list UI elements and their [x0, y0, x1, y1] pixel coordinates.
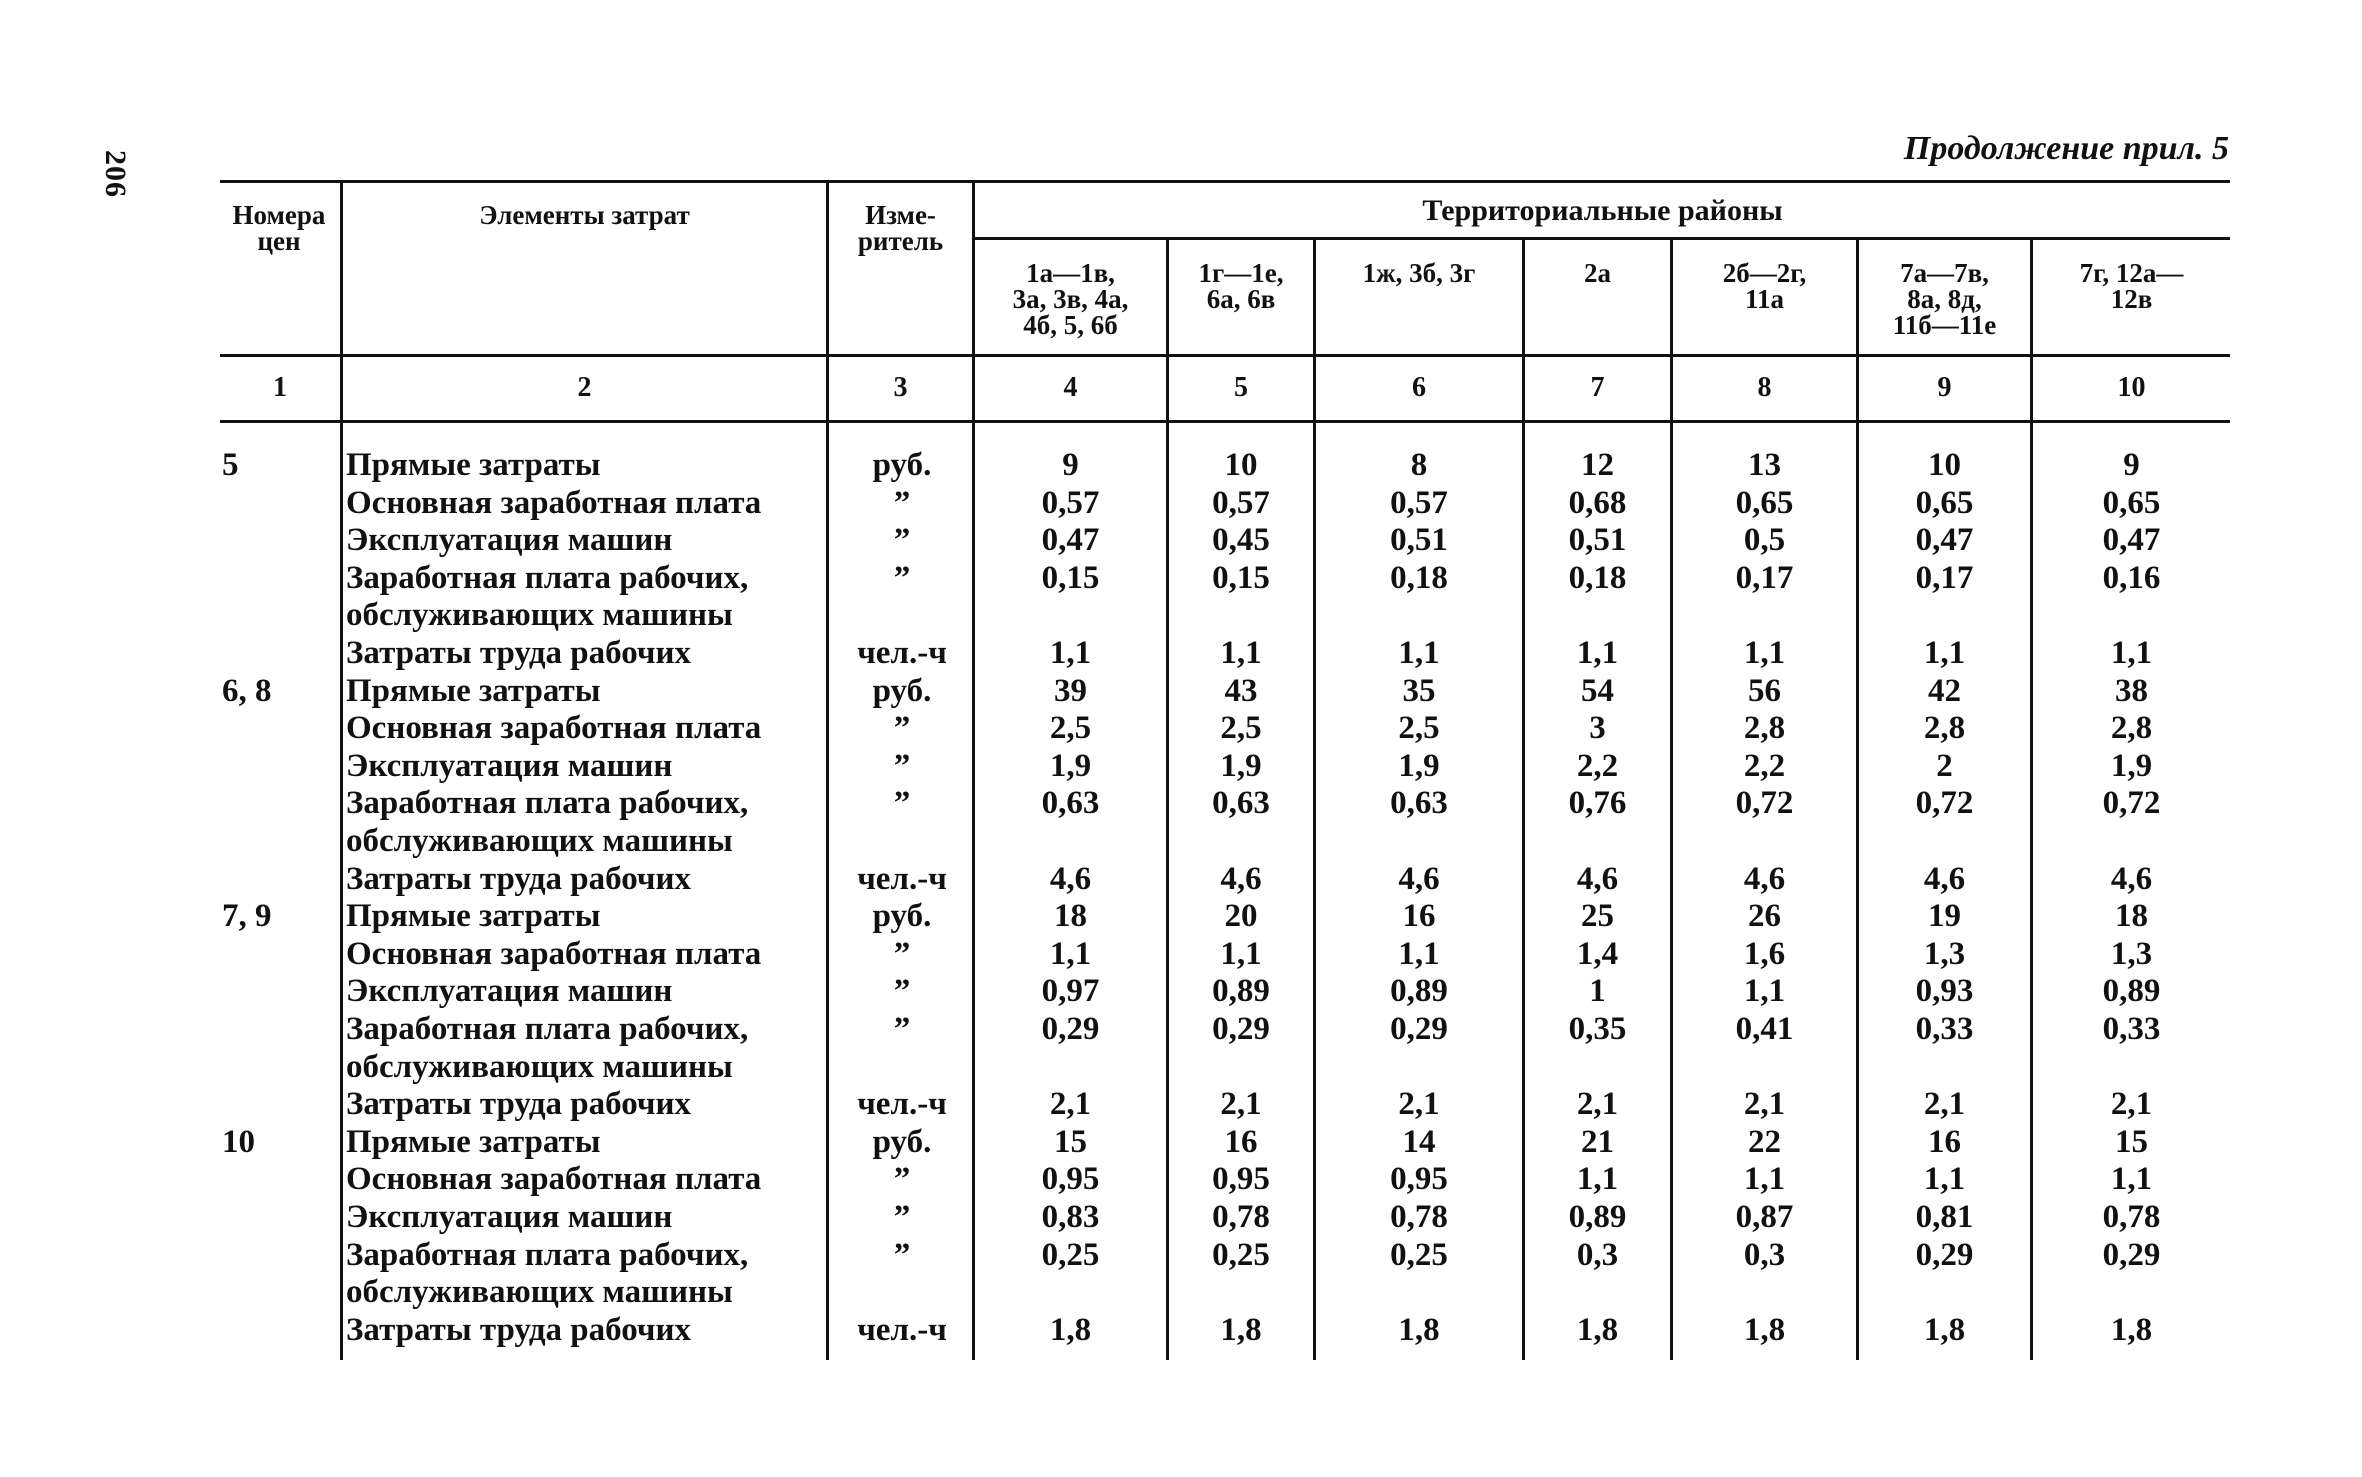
header-territorial-regions: Территориальные районы — [1422, 194, 1783, 227]
cost-element-cell: Затраты труда рабочих — [346, 635, 691, 671]
value-cell-region-3: 0,63 — [1390, 785, 1448, 822]
table-row — [220, 484, 2230, 522]
unit-cell: ” — [893, 785, 911, 822]
value-cell-region-3: 1,1 — [1398, 935, 1440, 972]
table-row — [220, 972, 2230, 1010]
table-row — [220, 559, 2230, 597]
col-number-3: 3 — [893, 372, 908, 403]
value-cell-region-2: 2,5 — [1220, 710, 1262, 747]
cost-element-cell: Основная заработная плата — [346, 484, 762, 521]
value-cell-region-5: 0,65 — [1735, 484, 1794, 521]
value-cell-region-5: 0,87 — [1735, 1199, 1794, 1235]
value-cell-region-3: 2,1 — [1398, 1086, 1440, 1123]
header-region-3: 1ж, 3б, 3г — [1362, 258, 1476, 288]
value-cell-region-2: 16 — [1224, 1123, 1258, 1160]
unit-cell: ” — [893, 1199, 911, 1235]
header-rule — [220, 354, 2230, 357]
table-row — [220, 1236, 2230, 1274]
value-cell-region-1: 39 — [1054, 672, 1087, 709]
cost-element-cell: Заработная плата рабочих, — [346, 785, 749, 822]
value-cell-region-2: 1,1 — [1220, 935, 1262, 972]
value-cell-region-4: 21 — [1581, 1123, 1614, 1160]
table-row — [220, 1273, 2230, 1311]
page-number: 206 — [99, 150, 132, 198]
table-row — [220, 897, 2230, 935]
unit-cell: руб. — [872, 447, 932, 483]
unit-cell: ” — [893, 1161, 911, 1198]
value-cell-region-5: 1,1 — [1743, 973, 1786, 1010]
unit-cell: чел.-ч — [857, 1311, 947, 1348]
col-number-7: 7 — [1590, 372, 1605, 403]
value-cell-region-5: 0,3 — [1743, 1236, 1786, 1273]
value-cell-region-6: 10 — [1928, 447, 1961, 483]
header-cost-elements: Элементы затрат — [479, 200, 690, 230]
value-cell-region-4: 1 — [1589, 973, 1606, 1010]
value-cell-region-1: 4,6 — [1049, 860, 1092, 897]
value-cell-region-3: 0,51 — [1390, 522, 1448, 559]
value-cell-region-5: 1,6 — [1743, 935, 1786, 972]
value-cell-region-4: 2,1 — [1576, 1086, 1619, 1123]
col-number-5: 5 — [1234, 372, 1248, 403]
cost-element-cell: Затраты труда рабочих — [346, 860, 691, 897]
header-region-2: 1г—1е, 6а, 6в — [1198, 258, 1284, 314]
unit-cell: ” — [893, 1011, 911, 1047]
table-top-rule — [220, 180, 2230, 183]
continuation-caption: Продолжение прил. 5 — [1903, 130, 2229, 167]
unit-cell: ” — [893, 973, 911, 1010]
value-cell-region-2: 0,25 — [1212, 1236, 1270, 1273]
table-row — [220, 935, 2230, 973]
value-cell-region-4: 0,76 — [1568, 785, 1627, 822]
value-cell-region-2: 20 — [1224, 898, 1258, 935]
value-cell-region-4: 1,8 — [1576, 1311, 1619, 1348]
table-row — [220, 822, 2230, 860]
value-cell-region-2: 4,6 — [1220, 860, 1262, 897]
cost-element-cell: Основная заработная плата — [346, 935, 762, 972]
value-cell-region-3: 2,5 — [1398, 710, 1440, 747]
value-cell-region-1: 0,83 — [1041, 1199, 1100, 1235]
table-row — [220, 1010, 2230, 1048]
cost-element-cell: Заработная плата рабочих, — [346, 1236, 749, 1273]
value-cell-region-6: 0,33 — [1915, 1011, 1974, 1047]
col-number-2: 2 — [577, 372, 592, 403]
value-cell-region-2: 10 — [1224, 447, 1258, 483]
value-cell-region-1: 0,57 — [1041, 484, 1100, 521]
unit-cell: ” — [893, 559, 911, 596]
value-cell-region-7: 0,47 — [2102, 522, 2161, 559]
value-cell-region-4: 1,1 — [1576, 1161, 1619, 1198]
value-cell-region-6: 0,72 — [1915, 785, 1974, 822]
unit-cell: руб. — [872, 1123, 932, 1160]
value-cell-region-3: 16 — [1402, 898, 1436, 935]
value-cell-region-6: 0,47 — [1915, 522, 1974, 559]
value-cell-region-6: 2,1 — [1923, 1086, 1966, 1123]
unit-cell: чел.-ч — [857, 860, 947, 897]
table-row — [220, 634, 2230, 672]
value-cell-region-4: 2,2 — [1576, 747, 1619, 784]
value-cell-region-2: 43 — [1224, 672, 1258, 709]
value-cell-region-1: 2,5 — [1049, 710, 1092, 747]
value-cell-region-6: 2,8 — [1923, 710, 1966, 747]
value-cell-region-7: 1,3 — [2110, 935, 2153, 972]
unit-cell: ” — [893, 710, 911, 747]
value-cell-region-4: 0,51 — [1568, 522, 1627, 559]
value-cell-region-7: 1,8 — [2110, 1311, 2153, 1348]
value-cell-region-5: 2,2 — [1743, 747, 1786, 784]
value-cell-region-4: 54 — [1581, 672, 1614, 709]
cost-element-cell: Основная заработная плата — [346, 1161, 762, 1198]
group-rule — [972, 237, 2230, 240]
value-cell-region-1: 15 — [1054, 1123, 1087, 1160]
cost-element-cell: Прямые затраты — [346, 447, 601, 483]
col-number-10: 10 — [2117, 372, 2146, 403]
col-number-6: 6 — [1412, 372, 1426, 403]
value-cell-region-1: 0,95 — [1041, 1161, 1100, 1198]
cost-element-cell: Заработная плата рабочих, — [346, 1011, 749, 1047]
value-cell-region-6: 1,1 — [1923, 635, 1966, 671]
value-cell-region-6: 42 — [1928, 672, 1961, 709]
value-cell-region-7: 1,1 — [2110, 1161, 2153, 1198]
value-cell-region-7: 0,89 — [2102, 973, 2161, 1010]
header-price-numbers: Номера цен — [232, 200, 326, 256]
value-cell-region-1: 1,9 — [1049, 747, 1092, 784]
value-cell-region-3: 1,8 — [1398, 1311, 1440, 1348]
unit-cell: ” — [893, 522, 911, 559]
table-row — [220, 1048, 2230, 1086]
cost-element-cell: Заработная плата рабочих, — [346, 559, 749, 596]
value-cell-region-1: 1,1 — [1049, 935, 1092, 972]
value-cell-region-1: 0,29 — [1041, 1011, 1100, 1047]
value-cell-region-7: 0,65 — [2102, 484, 2161, 521]
value-cell-region-5: 2,1 — [1743, 1086, 1786, 1123]
value-cell-region-6: 0,29 — [1915, 1236, 1974, 1273]
cost-element-cell: обслуживающих машины — [346, 823, 733, 859]
value-cell-region-3: 0,25 — [1390, 1236, 1448, 1273]
cost-element-cell: обслуживающих машины — [346, 1274, 733, 1311]
value-cell-region-2: 0,15 — [1212, 559, 1270, 596]
value-cell-region-4: 1,1 — [1576, 635, 1619, 671]
value-cell-region-3: 1,1 — [1398, 635, 1440, 671]
value-cell-region-4: 3 — [1589, 710, 1606, 747]
value-cell-region-3: 0,95 — [1390, 1161, 1448, 1198]
table-row — [220, 1123, 2230, 1161]
value-cell-region-6: 16 — [1928, 1123, 1961, 1160]
table-row — [220, 672, 2230, 710]
unit-cell: чел.-ч — [857, 1086, 947, 1123]
value-cell-region-6: 2 — [1936, 747, 1953, 784]
value-cell-region-1: 18 — [1054, 898, 1087, 935]
unit-cell: ” — [893, 484, 911, 521]
value-cell-region-7: 38 — [2115, 672, 2148, 709]
cost-element-cell: Эксплуатация машин — [346, 973, 673, 1010]
price-number-cell: 10 — [222, 1123, 255, 1160]
value-cell-region-7: 4,6 — [2110, 860, 2153, 897]
header-region-7: 7г, 12а— 12в — [2079, 258, 2184, 314]
value-cell-region-1: 0,63 — [1041, 785, 1100, 822]
price-number-cell: 6, 8 — [222, 672, 272, 709]
table-row — [220, 446, 2230, 484]
value-cell-region-5: 4,6 — [1743, 860, 1786, 897]
numbers-rule — [220, 420, 2230, 423]
price-number-cell: 5 — [222, 447, 239, 483]
cost-element-cell: Прямые затраты — [346, 1123, 601, 1160]
value-cell-region-5: 0,17 — [1735, 559, 1794, 596]
value-cell-region-4: 0,68 — [1568, 484, 1627, 521]
value-cell-region-6: 1,8 — [1923, 1311, 1966, 1348]
cost-element-cell: Прямые затраты — [346, 898, 601, 935]
value-cell-region-5: 22 — [1748, 1123, 1781, 1160]
value-cell-region-1: 1,1 — [1049, 635, 1092, 671]
header-region-6: 7а—7в, 8а, 8д, 11б—11е — [1892, 258, 1997, 340]
value-cell-region-4: 0,35 — [1568, 1011, 1627, 1047]
value-cell-region-3: 4,6 — [1398, 860, 1440, 897]
value-cell-region-4: 1,4 — [1576, 935, 1619, 972]
unit-cell: ” — [893, 1236, 911, 1273]
value-cell-region-6: 0,81 — [1915, 1199, 1974, 1235]
value-cell-region-7: 2,1 — [2110, 1086, 2153, 1123]
unit-cell: руб. — [872, 898, 932, 935]
table-row — [220, 1160, 2230, 1198]
table-row — [220, 747, 2230, 785]
unit-cell: ” — [893, 747, 911, 784]
value-cell-region-3: 1,9 — [1398, 747, 1440, 784]
value-cell-region-5: 1,1 — [1743, 635, 1786, 671]
value-cell-region-2: 0,78 — [1212, 1199, 1270, 1235]
value-cell-region-7: 18 — [2115, 898, 2148, 935]
value-cell-region-5: 0,41 — [1735, 1011, 1794, 1047]
table-row — [220, 860, 2230, 898]
value-cell-region-2: 0,45 — [1212, 522, 1270, 559]
cost-element-cell: Основная заработная плата — [346, 710, 762, 747]
value-cell-region-6: 0,93 — [1915, 973, 1974, 1010]
header-unit: Изме- ритель — [857, 200, 944, 256]
value-cell-region-7: 0,33 — [2102, 1011, 2161, 1047]
value-cell-region-3: 0,89 — [1390, 973, 1448, 1010]
col-number-1: 1 — [273, 372, 287, 403]
value-cell-region-7: 1,9 — [2110, 747, 2153, 784]
table-row — [220, 709, 2230, 747]
value-cell-region-4: 0,18 — [1568, 559, 1627, 596]
value-cell-region-7: 2,8 — [2110, 710, 2153, 747]
value-cell-region-6: 0,65 — [1915, 484, 1974, 521]
value-cell-region-6: 0,17 — [1915, 559, 1974, 596]
value-cell-region-6: 1,1 — [1923, 1161, 1966, 1198]
cost-table — [220, 180, 2230, 1360]
value-cell-region-2: 2,1 — [1220, 1086, 1262, 1123]
value-cell-region-3: 8 — [1410, 447, 1428, 483]
value-cell-region-7: 0,78 — [2102, 1199, 2161, 1235]
value-cell-region-2: 1,1 — [1220, 635, 1262, 671]
value-cell-region-2: 0,89 — [1212, 973, 1270, 1010]
value-cell-region-5: 0,5 — [1743, 522, 1786, 559]
value-cell-region-5: 2,8 — [1743, 710, 1786, 747]
unit-cell: чел.-ч — [857, 635, 947, 671]
value-cell-region-1: 9 — [1062, 447, 1079, 483]
header-region-5: 2б—2г, 11а — [1722, 258, 1807, 314]
value-cell-region-1: 0,97 — [1041, 973, 1100, 1010]
value-cell-region-4: 0,3 — [1576, 1236, 1619, 1273]
table-row — [220, 1198, 2230, 1236]
value-cell-region-3: 0,29 — [1390, 1011, 1448, 1047]
cost-element-cell: обслуживающих машины — [346, 1048, 733, 1085]
value-cell-region-7: 0,29 — [2102, 1236, 2161, 1273]
value-cell-region-7: 9 — [2123, 447, 2140, 483]
value-cell-region-4: 0,89 — [1568, 1199, 1627, 1235]
cost-element-cell: Прямые затраты — [346, 672, 601, 709]
value-cell-region-6: 19 — [1928, 898, 1961, 935]
value-cell-region-7: 0,72 — [2102, 785, 2161, 822]
header-region-4: 2а — [1584, 258, 1611, 288]
cost-element-cell: Эксплуатация машин — [346, 747, 673, 784]
col-number-8: 8 — [1757, 372, 1772, 403]
value-cell-region-2: 1,8 — [1220, 1311, 1262, 1348]
value-cell-region-5: 13 — [1748, 447, 1781, 483]
unit-cell: руб. — [872, 672, 932, 709]
value-cell-region-2: 0,29 — [1212, 1011, 1270, 1047]
value-cell-region-5: 56 — [1748, 672, 1781, 709]
value-cell-region-7: 1,1 — [2110, 635, 2153, 671]
value-cell-region-3: 14 — [1402, 1123, 1436, 1160]
value-cell-region-4: 25 — [1581, 898, 1614, 935]
cost-element-cell: обслуживающих машины — [346, 597, 733, 634]
value-cell-region-2: 0,95 — [1212, 1161, 1270, 1198]
table-row — [220, 521, 2230, 559]
value-cell-region-1: 2,1 — [1049, 1086, 1092, 1123]
value-cell-region-3: 0,57 — [1390, 484, 1448, 521]
cost-element-cell: Затраты труда рабочих — [346, 1311, 691, 1348]
price-number-cell: 7, 9 — [222, 898, 272, 935]
table-row — [220, 596, 2230, 634]
value-cell-region-3: 35 — [1402, 672, 1436, 709]
value-cell-region-2: 1,9 — [1220, 747, 1262, 784]
value-cell-region-6: 4,6 — [1923, 860, 1966, 897]
col-number-9: 9 — [1937, 372, 1952, 403]
unit-cell: ” — [893, 935, 911, 972]
value-cell-region-2: 0,57 — [1212, 484, 1270, 521]
value-cell-region-6: 1,3 — [1923, 935, 1966, 972]
value-cell-region-4: 12 — [1581, 447, 1614, 483]
value-cell-region-7: 15 — [2115, 1123, 2148, 1160]
header-region-1: 1а—1в, 3а, 3в, 4а, 4б, 5, 6б — [1012, 258, 1129, 340]
table-row — [220, 784, 2230, 822]
cost-element-cell: Эксплуатация машин — [346, 1199, 673, 1235]
cost-element-cell: Затраты труда рабочих — [346, 1086, 691, 1123]
table-row — [220, 1311, 2230, 1349]
value-cell-region-1: 1,8 — [1049, 1311, 1092, 1348]
value-cell-region-5: 26 — [1748, 898, 1781, 935]
value-cell-region-1: 0,15 — [1041, 559, 1100, 596]
value-cell-region-3: 0,18 — [1390, 559, 1448, 596]
cost-element-cell: Эксплуатация машин — [346, 522, 673, 559]
col-number-4: 4 — [1063, 372, 1078, 403]
value-cell-region-1: 0,47 — [1041, 522, 1100, 559]
value-cell-region-5: 0,72 — [1735, 785, 1794, 822]
value-cell-region-3: 0,78 — [1390, 1199, 1448, 1235]
value-cell-region-5: 1,8 — [1743, 1311, 1786, 1348]
table-row — [220, 1085, 2230, 1123]
value-cell-region-1: 0,25 — [1041, 1236, 1100, 1273]
value-cell-region-5: 1,1 — [1743, 1161, 1786, 1198]
value-cell-region-4: 4,6 — [1576, 860, 1619, 897]
value-cell-region-2: 0,63 — [1212, 785, 1270, 822]
value-cell-region-7: 0,16 — [2102, 559, 2161, 596]
